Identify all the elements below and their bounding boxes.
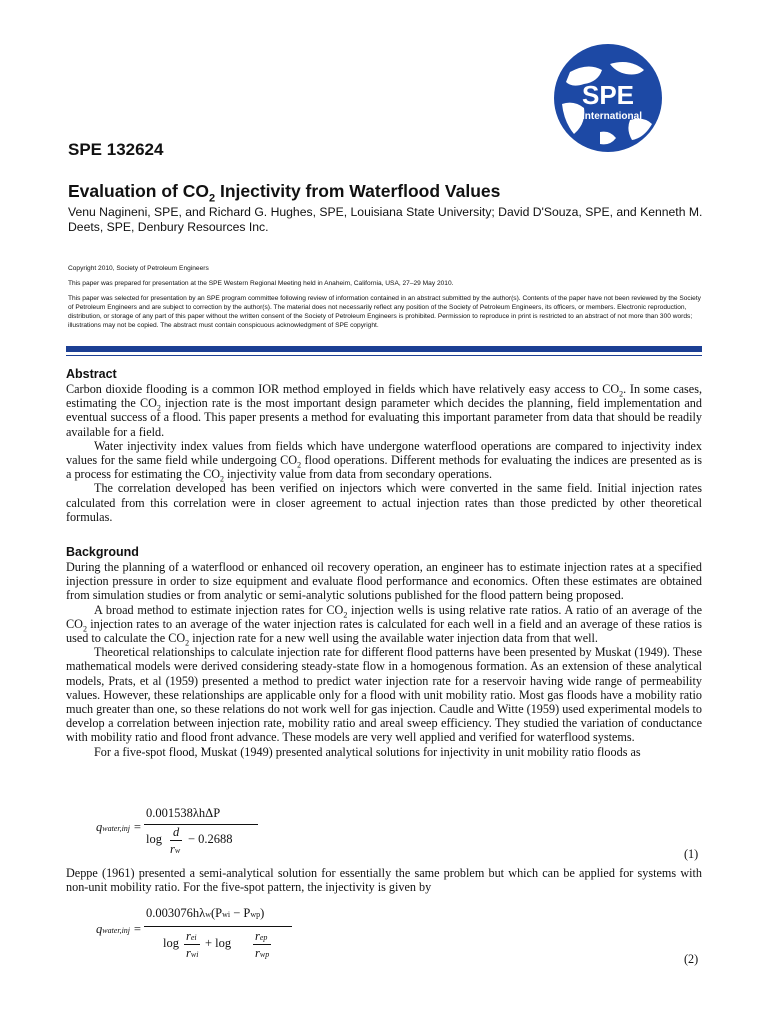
eq1-number: (1) xyxy=(684,847,699,861)
eq1-d: d xyxy=(173,825,180,839)
logo-subtext: International xyxy=(581,111,643,122)
logo-text: SPE xyxy=(581,80,635,110)
background-paragraph-5: Deppe (1961) presented a semi-analytical solution for essentially the same problem but which can be applied for systems with non-unit mobility ratio. For the five-spot pattern, the injectivity is given by xyxy=(66,866,702,895)
paper-number: SPE 132624 xyxy=(68,140,164,159)
eq2-numerator: 0.003076hλw(Pwi − Pwp) xyxy=(146,906,265,920)
background-paragraph-3: Theoretical relationships to calculate injection rate for different flood patterns have been presented by Muskat (1949). These mathematical models were derived considering steady-state flow in a homogenous formation. As an extension of these analytical models, Prats, et al (1959) presented a method to predict water injection rate for a reservoir having wide range of permeability values. However, these relationships are applicable only for a flood with unit mobility ratio. Most gas floods have a mobility ratio much greater than one, so these relations do not work well for gas injection. Caudle and Witte (1959) used experimental models to develop a correlation between injection rate, mobility ratio and areal sweep efficiency. They studied the variation of conductance with mobility ratio and flood front advance. These models are very well applied and verified for waterflood systems. xyxy=(66,645,702,745)
eq2-inner-bar-1 xyxy=(184,944,200,945)
abstract-heading: Abstract xyxy=(66,367,117,381)
eq2-log-2: + log xyxy=(205,936,232,950)
eq2-rei: rei xyxy=(186,929,197,943)
eq2-lhs: qwater,inj = xyxy=(96,922,142,936)
abstract-paragraph-3: The correlation developed has been verified on injectors which were converted in the same field. Initial injection rates calculated from this correlation were in closer agreement to actual injection rates than those predicted by other theoretical formulas. xyxy=(66,481,702,524)
background-continued xyxy=(66,866,702,894)
abstract-section xyxy=(66,367,702,524)
eq1-lhs: qwater,inj = xyxy=(96,820,142,834)
eq2-fraction-bar xyxy=(144,926,292,927)
background-section xyxy=(66,545,702,759)
review-disclaimer: This paper was selected for presentation by an SPE program committee following review of information contained in an abstract submitted by the author(s). Contents of the paper have not been reviewed by the Society of Petroleum Engineers and are subject to correction by the author(s). The material does not necessarily reflect any position of the Society of Petroleum Engineers, its officers, or members. Electronic reproduction, distribution, or storage of any part of this paper without the written consent of the Society of Petroleum Engineers is prohibited. Permission to reproduce in print is restricted to an abstract of not more than 300 words; illustrations may not be copied. The abstract must contain conspicuous acknowledgment of SPE copyright. xyxy=(68,295,701,329)
eq2-inner-bar-2 xyxy=(253,944,271,945)
abstract-paragraph-2: Water injectivity index values from fields which have undergone waterflood operations are compared to injectivity index values for the same field while undergoing $CO_2$ flood operations. Different methods for evaluating the indices are presented as is a process for estimating the $CO_2$ injectivity value from data from secondary operations. xyxy=(66,438,702,484)
header-rule-thin xyxy=(66,355,702,356)
eq2-number: (2) xyxy=(684,952,699,966)
paper-title: Evaluation of $CO_2$ Injectivity from Waterflood Values xyxy=(68,181,501,205)
background-paragraph-1: During the planning of a waterflood or enhanced oil recovery operation, an engineer has to estimate injection rates at a specified injection pressure in order to size equipment and evaluate flood performance and economics. Often these estimates are obtained from simulation studies or from analytic or semi-analytic solutions published for the flood pattern being proposed. xyxy=(66,560,702,603)
eq2-rwi: rwi xyxy=(186,946,199,960)
eq2-rwp: rwp xyxy=(255,946,270,960)
eq2-rep: rep xyxy=(255,929,268,943)
header-rule-thick xyxy=(66,346,702,352)
background-paragraph-4: For a five-spot flood, Muskat (1949) presented analytical solutions for injectivity in unit mobility ratio floods as xyxy=(94,744,641,759)
presentation-note: This paper was prepared for presentation at the SPE Western Regional Meeting held in Anaheim, California, USA, 27–29 May 2010. xyxy=(68,280,454,287)
copyright-notice xyxy=(68,264,708,336)
eq2-log-1: log xyxy=(163,936,179,950)
abstract-paragraph-1: Carbon dioxide flooding is a common IOR method employed in fields which have relatively easy access to $CO_2$. In some cases, estimating the $CO_2$ injection rate is the most important design parameter which decides the planning, field implementation and eventual success of a flood. This paper presents a method for evaluating this important parameter from data that should be readily available for a field. xyxy=(66,382,702,439)
eq1-fraction-bar xyxy=(144,824,258,825)
background-heading: Background xyxy=(66,545,139,559)
spe-international-logo xyxy=(540,42,676,154)
copyright-line: Copyright 2010, Society of Petroleum Engineers xyxy=(68,265,209,272)
eq1-log: log xyxy=(146,832,162,846)
author-list: Venu Nagineni, SPE, and Richard G. Hughes, SPE, Louisiana State University; David D'Souza, SPE, and Kenneth M. Deets, SPE, Denbury Resources Inc. xyxy=(68,205,703,234)
eq1-numerator: 0.001538λhΔP xyxy=(146,806,221,820)
eq1-inner-bar xyxy=(170,840,182,841)
background-paragraph-2: A broad method to estimate injection rates for $CO_2$ injection wells is using relative rate ratios. A ratio of an average of the $CO_2$ injection rates to an average of the water injection rates is calculated for each well in a field and an average of these ratios is used to calculate the $CO_2$ injection rate for a new well using the available water injection data from that well. xyxy=(66,602,702,648)
eq1-rw: rw xyxy=(170,842,181,856)
eq1-constant: − 0.2688 xyxy=(188,832,233,846)
